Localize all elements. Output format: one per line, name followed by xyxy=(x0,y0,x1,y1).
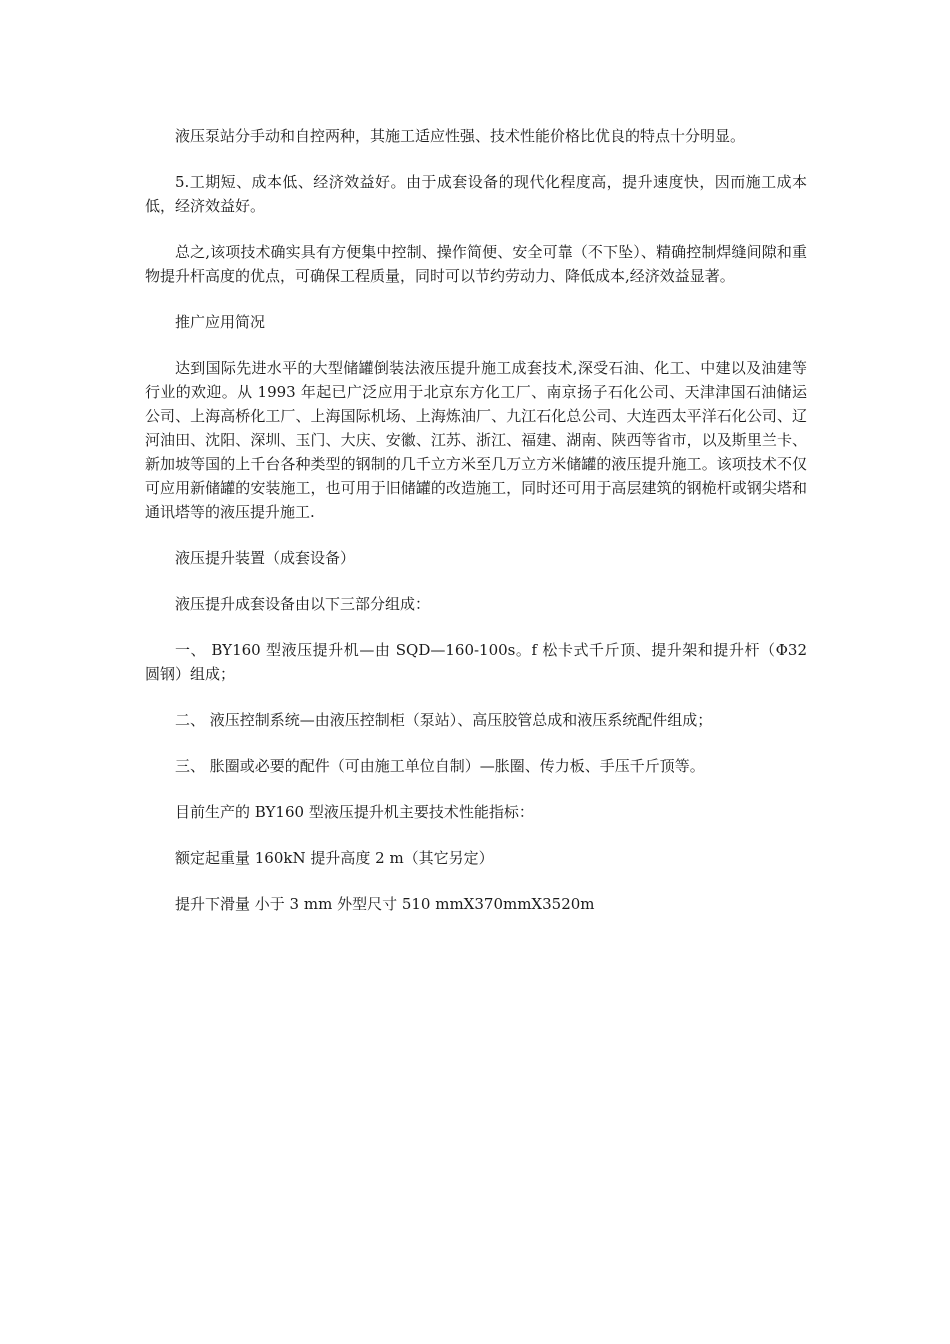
section-heading-promotion: 推广应用简况 xyxy=(175,313,266,331)
list-item-control-system: 二、 液压控制系统—由液压控制柜（泵站）、高压胶管总成和液压系统配件组成； xyxy=(175,711,713,729)
spec-line-capacity: 额定起重量 160kN 提升高度 2 m（其它另定） xyxy=(175,849,494,867)
list-item-expansion-ring: 三、 胀圈或必要的配件（可由施工单位自制）—胀圈、传力板、手压千斤顶等。 xyxy=(175,757,705,775)
paragraph-applications: 达到国际先进水平的大型储罐倒装法液压提升施工成套技术,深受石油、化工、中建以及油建等行业的欢迎。从 1993 年起已广泛应用于北京东方化工厂、南京扬子石化公司、天津津国石油储运公司、上海高桥化工厂、上海国际机场、上海炼油厂、九江石化总公司、大连西太平洋石化公司、辽河油田、沈阳、深圳、玉门、大庆、安徽、江苏、浙江、福建、湖南、陕西等省市，以及斯里兰卡、新加坡等国的上千台各种类型的钢制的几千立方米至几万立方米储罐的液压提升施工。该项技术不仅可应用新储罐的安装施工，也可用于旧储罐的改造施工，同时还可用于高层建筑的钢桅杆或钢尖塔和通讯塔等的液压提升施工. xyxy=(145,359,807,521)
section-heading-device: 液压提升装置（成套设备） xyxy=(175,549,356,567)
paragraph-short-schedule: 5.工期短、成本低、经济效益好。由于成套设备的现代化程度高，提升速度快，因而施工成本低，经济效益好。 xyxy=(145,173,807,215)
paragraph-pump-station: 液压泵站分手动和自控两种，其施工适应性强、技术性能价格比优良的特点十分明显。 xyxy=(175,127,746,145)
paragraph-components-intro: 液压提升成套设备由以下三部分组成： xyxy=(175,595,431,613)
list-item-lifter: 一、 BY160 型液压提升机—由 SQD—160-100s。f 松卡式千斤顶、提升架和提升杆（Φ32 圆钢）组成； xyxy=(145,641,807,683)
document-body xyxy=(145,124,807,938)
paragraph-spec-intro: 目前生产的 BY160 型液压提升机主要技术性能指标： xyxy=(175,803,534,821)
spec-line-dimensions: 提升下滑量 小于 3 mm 外型尺寸 510 mmX370mmX3520m xyxy=(175,895,595,913)
paragraph-summary: 总之,该项技术确实具有方便集中控制、操作简便、安全可靠（不下坠）、精确控制焊缝间隙和重物提升杆高度的优点，可确保工程质量，同时可以节约劳动力、降低成本,经济效益显著。 xyxy=(145,243,807,285)
